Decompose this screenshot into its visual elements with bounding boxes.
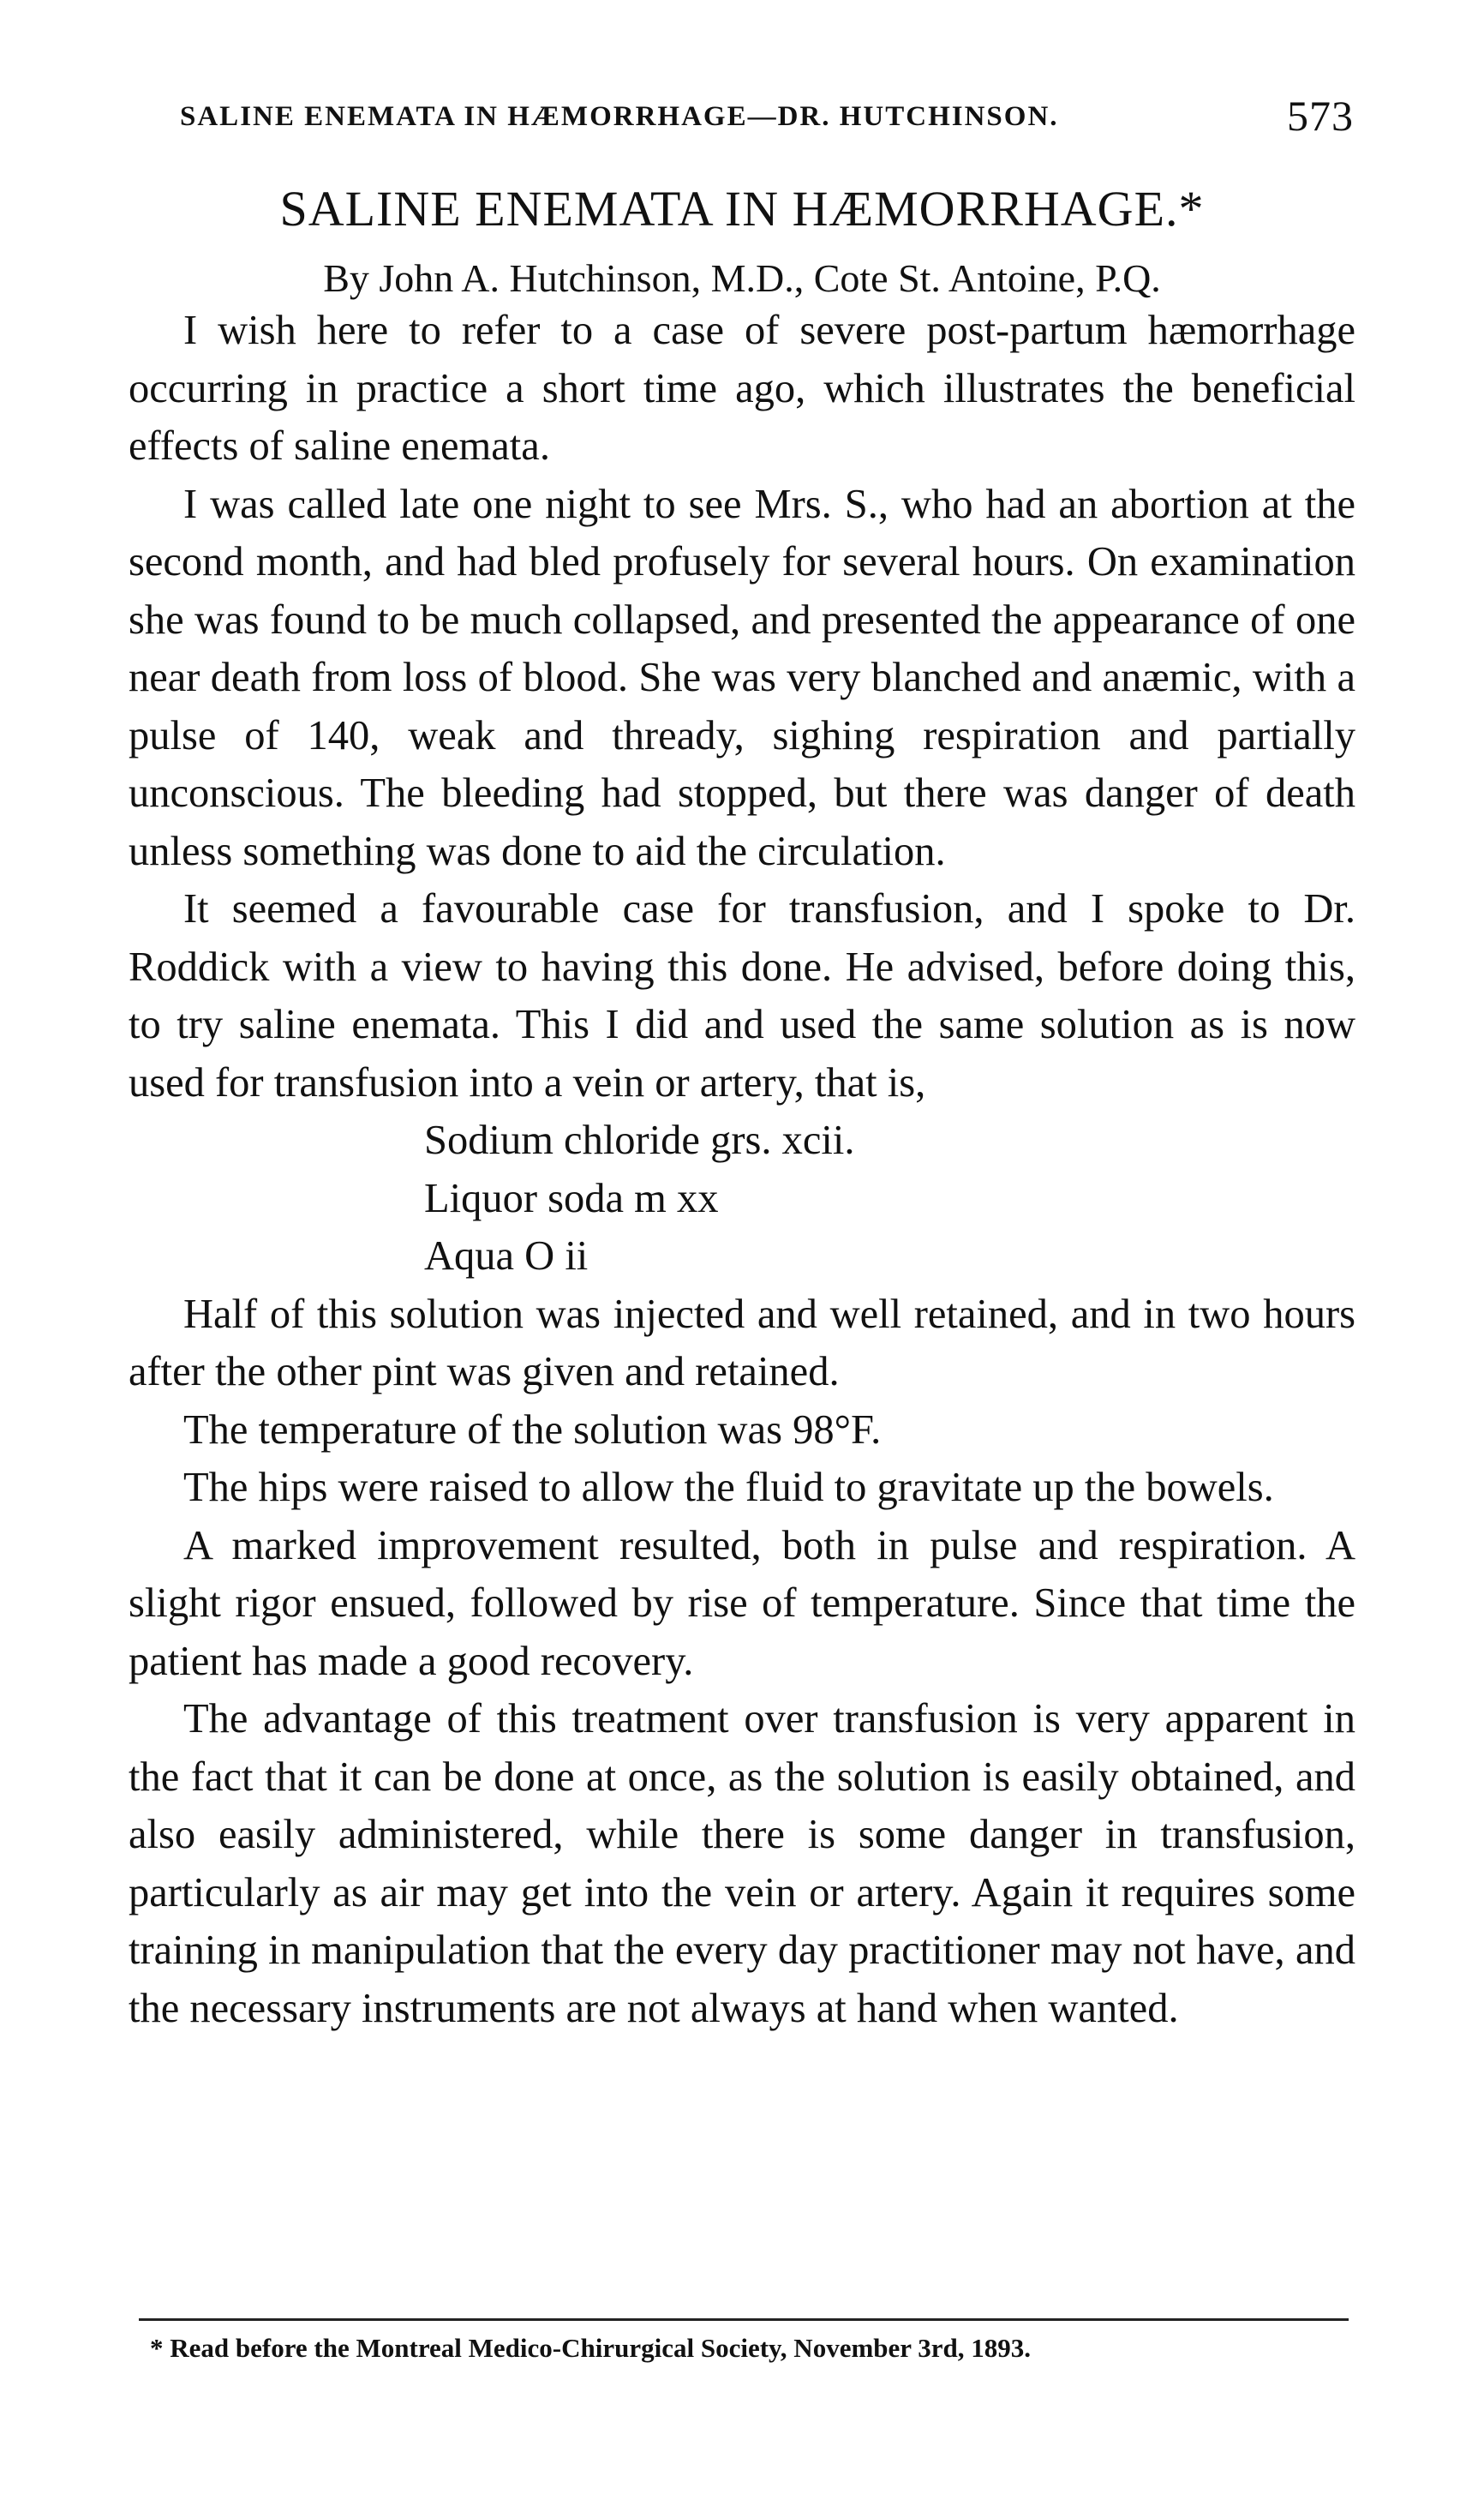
article-body: [129, 302, 1355, 2037]
formula-line: Sodium chloride grs. xcii.: [424, 1118, 855, 1163]
paragraph: I wish here to refer to a case of severe post-partum hæmorrhage occurring in practice a short time ago, which illustrates the beneficial effects of saline enemata.: [129, 308, 1355, 469]
paragraph: It seemed a favourable case for transfusion, and I spoke to Dr. Roddick with a view to having this done. He advised, before doing this, to try saline enemata. This I did and used the same solution as is now used for transfusion into a vein or artery, that is,: [129, 886, 1355, 1106]
running-header: [180, 92, 1354, 140]
paragraph: Half of this solution was injected and well retained, and in two hours after the other pint was given and retained.: [129, 1291, 1355, 1394]
article-title: SALINE ENEMATA IN HÆMORRHAGE.*: [279, 181, 1205, 237]
author-byline: By John A. Hutchinson, M.D., Cote St. Antoine, P.Q.: [323, 256, 1161, 300]
paragraph: The advantage of this treatment over transfusion is very apparent in the fact that it can be done at once, as the solution is easily obtained, and also easily administered, while there is some danger in transfusion, particularly as air may get into the vein or artery. Again it requires some training in manipulation that the every day practitioner may not have, and the necessary instruments are not always at hand when wanted.: [129, 1696, 1355, 2031]
paragraph: The hips were raised to allow the fluid to gravitate up the bowels.: [183, 1465, 1274, 1510]
footnote: * Read before the Montreal Medico-Chirurgical Society, November 3rd, 1893.: [150, 2333, 1031, 2363]
prescription-formula: [424, 1112, 1355, 1286]
formula-line: Aqua O ii: [424, 1233, 589, 1279]
footnote-divider: [139, 2318, 1349, 2321]
formula-line: Liquor soda m xx: [424, 1175, 719, 1221]
page-number: 573: [1287, 92, 1354, 140]
paragraph: I was called late one night to see Mrs. S., who had an abortion at the second month, and had bled profusely for several hours. On examination she was found to be much collapsed, and presented the appearance of one near death from loss of blood. She was very blanched and anæmic, with a pulse of 140, weak and thready, sighing respiration and partially unconscious. The bleeding had stopped, but there was danger of death unless something was done to aid the circulation.: [129, 481, 1355, 874]
paragraph: A marked improvement resulted, both in pulse and respiration. A slight rigor ensued, followed by rise of temperature. Since that time the patient has made a good recovery.: [129, 1522, 1355, 1684]
running-title: SALINE ENEMATA IN HÆMORRHAGE—DR. HUTCHINSON.: [180, 101, 1059, 132]
paragraph: The temperature of the solution was 98°F.: [183, 1406, 882, 1453]
